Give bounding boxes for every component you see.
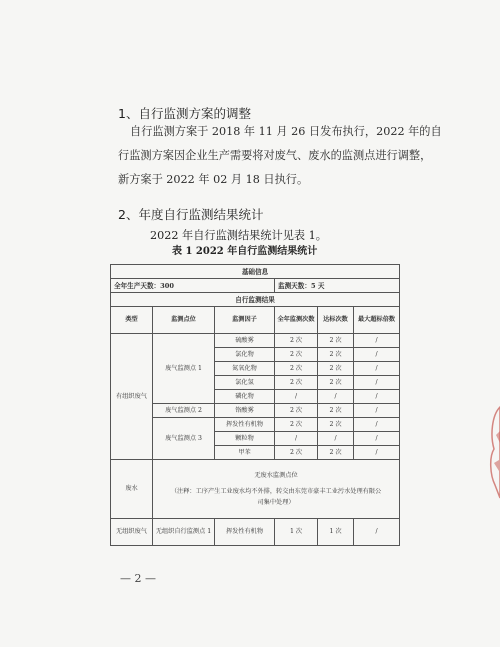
pass-cell: /	[318, 432, 354, 446]
max-cell: /	[354, 446, 400, 460]
count-cell: /	[275, 390, 318, 404]
table-row	[111, 404, 400, 418]
point-1: 废气监测点 1	[153, 334, 215, 404]
section1-line-2: 行监测方案因企业生产需要将对废气、废水的监测点进行调整，	[118, 149, 432, 162]
count-cell: 2 次	[275, 404, 318, 418]
pass-cell: 2 次	[318, 348, 354, 362]
seal-stamp-icon	[486, 405, 500, 500]
count-cell: 2 次	[275, 418, 318, 432]
count-cell: /	[275, 432, 318, 446]
max-cell: /	[354, 348, 400, 362]
max-cell: /	[354, 334, 400, 348]
pass-cell: /	[318, 390, 354, 404]
col-point: 监测点位	[153, 307, 215, 334]
factor-cell: 氮氧化物	[215, 362, 275, 376]
results-table	[110, 264, 400, 546]
pass-cell: 2 次	[318, 362, 354, 376]
section1-title: 1、自行监测方案的调整	[118, 106, 251, 121]
section1-line-3: 新方案于 2022 年 02 月 18 日执行。	[118, 173, 309, 186]
unorganized-count: 1 次	[275, 519, 318, 546]
unorganized-type: 无组织废气	[111, 519, 153, 546]
table-row	[111, 293, 400, 307]
production-days: 全年生产天数：300	[111, 279, 275, 293]
max-cell: /	[354, 404, 400, 418]
pass-cell: 2 次	[318, 418, 354, 432]
factor-cell: 甲苯	[215, 446, 275, 460]
factor-cell: 硫酸雾	[215, 334, 275, 348]
table-row	[111, 334, 400, 348]
monitoring-days: 监测天数：5 天	[275, 279, 400, 293]
table-row	[111, 418, 400, 432]
pass-cell: 2 次	[318, 376, 354, 390]
section1-paragraph	[118, 120, 442, 192]
pass-cell: 2 次	[318, 334, 354, 348]
count-cell: 2 次	[275, 362, 318, 376]
factor-cell: 挥发性有机物	[215, 418, 275, 432]
factor-cell: 磷化物	[215, 390, 275, 404]
pass-cell: 2 次	[318, 446, 354, 460]
page-number: — 2 —	[120, 572, 156, 585]
unorganized-factor: 挥发性有机物	[215, 519, 275, 546]
max-cell: /	[354, 376, 400, 390]
table-row	[111, 460, 400, 519]
table-title: 表 1 2022 年自行监测结果统计	[172, 246, 318, 257]
col-max: 最大超标倍数	[354, 307, 400, 334]
max-cell: /	[354, 418, 400, 432]
max-cell: /	[354, 432, 400, 446]
col-pass: 达标次数	[318, 307, 354, 334]
factor-cell: 铬酸雾	[215, 404, 275, 418]
organized-type: 有组织废气	[111, 334, 153, 460]
col-type: 类型	[111, 307, 153, 334]
count-cell: 2 次	[275, 334, 318, 348]
wastewater-line-2: （注释：工序产生工业废水均不外排，转交由东莞市豪丰工业污水处理有限公	[170, 488, 382, 495]
count-cell: 2 次	[275, 376, 318, 390]
wastewater-type: 废水	[111, 460, 153, 519]
results-header: 自行监测结果	[111, 293, 400, 307]
factor-cell: 颗粒物	[215, 432, 275, 446]
col-factor: 监测因子	[215, 307, 275, 334]
count-cell: 2 次	[275, 348, 318, 362]
table-row	[111, 519, 400, 546]
point-2: 废气监测点 2	[153, 404, 215, 418]
col-count: 全年监测次数	[275, 307, 318, 334]
wastewater-line-1: 无废水监测点位	[254, 472, 298, 479]
max-cell: /	[354, 390, 400, 404]
table-header-row	[111, 307, 400, 334]
table-row	[111, 279, 400, 293]
factor-cell: 氯化物	[215, 348, 275, 362]
max-cell: /	[354, 362, 400, 376]
section1-line-1: 自行监测方案于 2018 年 11 月 26 日发布执行，2022 年的自	[130, 125, 442, 138]
pass-cell: 2 次	[318, 404, 354, 418]
section2-intro: 2022 年自行监测结果统计见表 1。	[150, 229, 327, 242]
table-row	[111, 265, 400, 279]
point-3: 废气监测点 3	[153, 418, 215, 460]
factor-cell: 氯化氢	[215, 376, 275, 390]
unorganized-point: 无组织自行监测点 1	[153, 519, 215, 546]
wastewater-line-3: 司集中处理）	[257, 499, 295, 506]
section2-title: 2、年度自行监测结果统计	[118, 207, 264, 222]
basic-info-header: 基础信息	[111, 265, 400, 279]
unorganized-max: /	[354, 519, 400, 546]
unorganized-pass: 1 次	[318, 519, 354, 546]
wastewater-note	[153, 460, 400, 519]
count-cell: 2 次	[275, 446, 318, 460]
